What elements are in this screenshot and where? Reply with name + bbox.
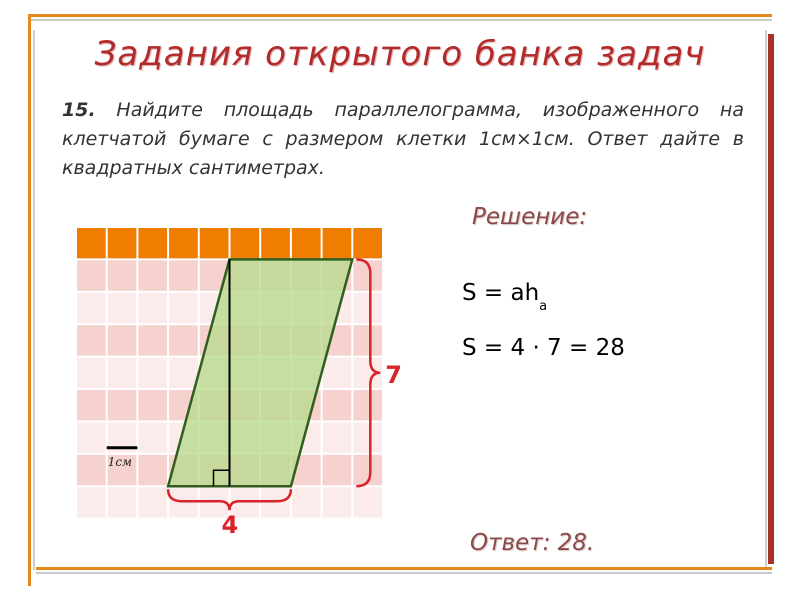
formula-area-main: S = ah [462,280,540,306]
unit-scale-label: 1см [107,454,133,469]
formula-area-subscript: a [539,298,548,314]
task-number: 15. [62,99,96,121]
height-label: 7 [385,360,403,389]
formula-calculation: S = 4 · 7 = 28 [462,335,625,361]
task-body: Найдите площадь параллелограмма, изображенного на клетчатой бумаге с размером клетки 1см×1см. Ответ дайте в квадратных сантиметрах. [62,99,744,179]
solution-label: Решение: [472,204,588,230]
answer-text: Ответ: 28. [470,530,595,556]
slide-title: Задания открытого банка задач [94,34,706,74]
base-label: 4 [221,511,239,540]
